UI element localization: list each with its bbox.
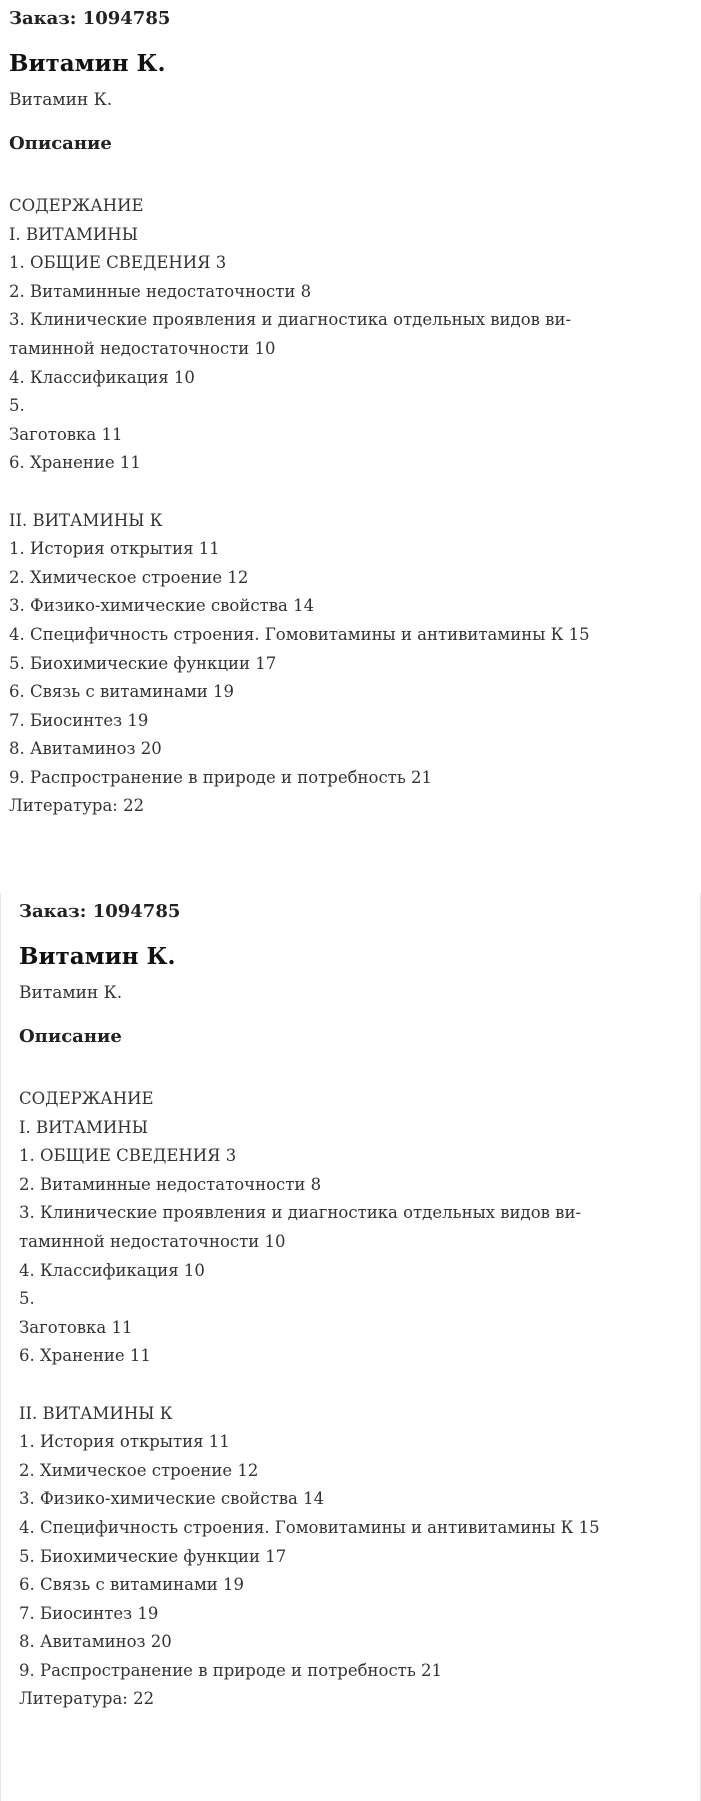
- description-heading: Описание: [9, 133, 112, 154]
- description-heading: Описание: [19, 1026, 122, 1047]
- toc-line: 3. Клинические проявления и диагностика отдельных видов ви-: [9, 310, 572, 330]
- toc-line: II. ВИТАМИНЫ К: [19, 1403, 173, 1423]
- toc-line: 3. Физико-химические свойства 14: [19, 1489, 325, 1509]
- toc-spacer: [9, 478, 669, 507]
- toc-line: Заготовка 11: [19, 1317, 133, 1337]
- toc-line: 6. Связь с витаминами 19: [19, 1575, 245, 1595]
- toc-line: 7. Биосинтез 19: [19, 1603, 159, 1623]
- toc-line: 2. Химическое строение 12: [19, 1460, 259, 1480]
- toc-line: 5. Биохимические функции 17: [19, 1546, 287, 1566]
- page-subtitle: Витамин К.: [9, 90, 113, 110]
- toc-line: Литература: 22: [19, 1689, 155, 1709]
- toc-line: таминной недостаточности 10: [19, 1231, 286, 1251]
- toc-line: 8. Авитаминоз 20: [19, 1632, 172, 1652]
- toc-line: 3. Физико-химические свойства 14: [9, 596, 315, 616]
- toc-line: 4. Классификация 10: [9, 367, 195, 387]
- toc-line: 9. Распространение в природе и потребность 21: [19, 1660, 443, 1680]
- page-title: Витамин К.: [19, 943, 176, 970]
- toc-line: I. ВИТАМИНЫ: [9, 224, 138, 244]
- page-title: Витамин К.: [9, 50, 166, 77]
- toc-line: 1. История открытия 11: [9, 539, 220, 559]
- order-number: Заказ: 1094785: [19, 901, 181, 922]
- page-subtitle: Витамин К.: [19, 983, 123, 1003]
- toc-line: СОДЕРЖАНИЕ: [19, 1089, 154, 1108]
- toc-line: 2. Химическое строение 12: [9, 567, 249, 587]
- toc-spacer: [19, 1371, 679, 1400]
- toc-line: 5. Биохимические функции 17: [9, 653, 277, 673]
- toc-line: 1. История открытия 11: [19, 1432, 230, 1452]
- table-of-contents: [19, 1085, 679, 1714]
- toc-line: Заготовка 11: [9, 424, 123, 444]
- toc-line: 7. Биосинтез 19: [9, 710, 149, 730]
- toc-line: Литература: 22: [9, 796, 145, 816]
- toc-line: II. ВИТАМИНЫ К: [9, 510, 163, 530]
- toc-line: 1. ОБЩИЕ СВЕДЕНИЯ 3: [19, 1146, 237, 1166]
- toc-line: 4. Классификация 10: [19, 1260, 205, 1280]
- toc-line: 1. ОБЩИЕ СВЕДЕНИЯ 3: [9, 253, 227, 273]
- toc-line: 2. Витаминные недостаточности 8: [9, 281, 312, 301]
- toc-line: СОДЕРЖАНИЕ: [9, 196, 144, 215]
- toc-line: 6. Хранение 11: [9, 453, 141, 473]
- toc-line: 8. Авитаминоз 20: [9, 739, 162, 759]
- toc-line: 4. Специфичность строения. Гомовитамины и антивитамины К 15: [9, 624, 590, 644]
- toc-line: 6. Хранение 11: [19, 1346, 151, 1366]
- toc-line: 9. Распространение в природе и потребность 21: [9, 767, 433, 787]
- toc-line: I. ВИТАМИНЫ: [19, 1117, 148, 1137]
- toc-line: 3. Клинические проявления и диагностика отдельных видов ви-: [19, 1203, 582, 1223]
- order-number: Заказ: 1094785: [9, 8, 171, 29]
- toc-line: 5.: [9, 396, 25, 416]
- table-of-contents: [9, 192, 669, 821]
- toc-line: 5.: [19, 1289, 35, 1309]
- order-card-1: [9, 0, 689, 880]
- toc-line: таминной недостаточности 10: [9, 338, 276, 358]
- toc-line: 2. Витаминные недостаточности 8: [19, 1174, 322, 1194]
- order-card-2: [0, 893, 701, 1801]
- toc-line: 4. Специфичность строения. Гомовитамины и антивитамины К 15: [19, 1517, 600, 1537]
- toc-line: 6. Связь с витаминами 19: [9, 682, 235, 702]
